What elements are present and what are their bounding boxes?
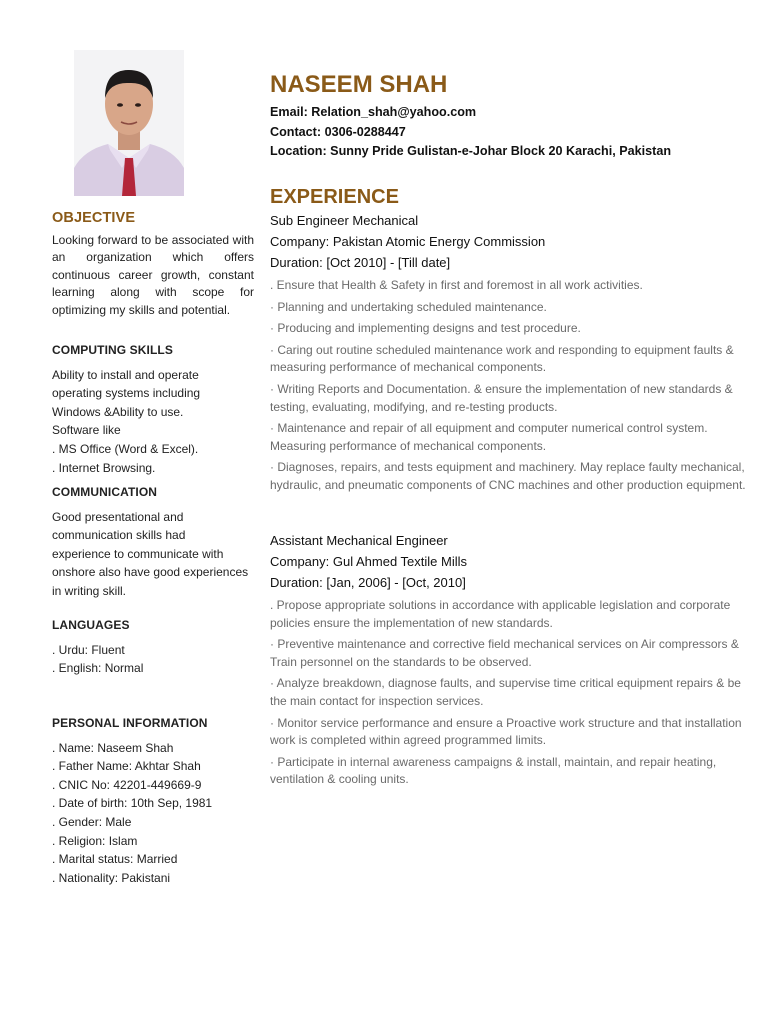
job-bullet: · Caring out routine scheduled maintenance work and responding to equipment faults & measuring performance of mechanical components. xyxy=(270,342,734,375)
location-label: Location: xyxy=(270,144,327,158)
communication-heading: COMMUNICATION xyxy=(52,485,158,499)
personal-section xyxy=(52,714,254,887)
portrait-image xyxy=(74,50,184,196)
email-label: Email: xyxy=(270,105,308,119)
location-value: Sunny Pride Gulistan-e-Johar Block 20 Karachi, Pakistan xyxy=(330,144,672,158)
objective-section xyxy=(52,210,254,319)
computing-line: operating systems including xyxy=(52,386,201,401)
email-value[interactable]: Relation_shah@yahoo.com xyxy=(311,105,477,119)
job-bullet: · Writing Reports and Documentation. & ensure the implementation of new standards & testing, evaluating, modifying, and re-testing products. xyxy=(270,381,733,414)
job-bullet: . Propose appropriate solutions in accordance with applicable legislation and corporate policies ensure the implementation of new standards. xyxy=(270,598,731,630)
communication-line: in writing skill. xyxy=(52,583,127,598)
job-title: Sub Engineer Mechanical xyxy=(270,213,419,228)
contact-value: 0306-0288447 xyxy=(324,124,406,139)
candidate-name: NASEEM SHAH xyxy=(270,71,448,98)
job-duration: Duration: [Oct 2010] - [Till date] xyxy=(270,255,451,270)
communication-line: communication skills had xyxy=(52,528,186,543)
communication-section xyxy=(52,483,254,601)
personal-line: . Nationality: Pakistani xyxy=(52,870,171,885)
objective-text: Looking forward to be associated with an organization which offers continuous career growth, constant learning along with scope for optimizing my skills and potential. xyxy=(52,233,254,317)
profile-photo xyxy=(74,50,184,196)
contact-row xyxy=(270,123,750,143)
job-title: Assistant Mechanical Engineer xyxy=(270,533,448,548)
computing-line: Software like xyxy=(52,423,121,438)
languages-section xyxy=(52,616,254,678)
computing-line: . MS Office (Word & Excel). xyxy=(52,441,199,456)
personal-line: . Gender: Male xyxy=(52,814,132,829)
job-entry xyxy=(270,530,750,789)
personal-line: . Father Name: Akhtar Shah xyxy=(52,759,201,774)
right-column xyxy=(270,70,750,787)
computing-section xyxy=(52,341,254,477)
job-bullet: · Monitor service performance and ensure a Proactive work structure and that installation work is completed within agreed programmed limits. xyxy=(270,715,742,748)
computing-line: Ability to install and operate xyxy=(52,367,199,382)
job-bullet: · Preventive maintenance and corrective field mechanical services on Air compressors & Train personnel on the standards to be observed. xyxy=(270,637,739,669)
job-bullet: · Participate in internal awareness campaigns & install, maintain, and repair heating, ventilation & cooling units. xyxy=(270,754,717,787)
computing-heading: COMPUTING SKILLS xyxy=(52,343,173,357)
personal-line: . Religion: Islam xyxy=(52,833,138,848)
email-row xyxy=(270,103,750,123)
experience-section xyxy=(270,184,750,787)
personal-line: . CNIC No: 42201-449669-9 xyxy=(52,777,202,792)
personal-line: . Date of birth: 10th Sep, 1981 xyxy=(52,796,213,811)
language-line: . English: Normal xyxy=(52,661,144,676)
contact-block xyxy=(270,103,750,162)
computing-line: . Internet Browsing. xyxy=(52,460,156,475)
job-bullet: · Analyze breakdown, diagnose faults, and supervise time critical equipment repairs & be the main contact for inspection services. xyxy=(270,676,741,708)
job-bullet: · Maintenance and repair of all equipment and computer numerical control system. Measuring performance of mechanical components. xyxy=(270,421,708,453)
contact-label: Contact: xyxy=(270,124,322,139)
job-company: Company: Pakistan Atomic Energy Commission xyxy=(270,234,546,249)
objective-heading: OBJECTIVE xyxy=(52,210,136,226)
job-bullet: · Diagnoses, repairs, and tests equipment and machinery. May replace faulty mechanical, hydraulic, and pneumatic components of CNC machines and other production equipment. xyxy=(270,460,746,492)
job-duration: Duration: [Jan, 2006] - [Oct, 2010] xyxy=(270,575,466,590)
communication-line: experience to communicate with xyxy=(52,546,224,561)
languages-heading: LANGUAGES xyxy=(52,618,130,632)
personal-line: . Marital status: Married xyxy=(52,852,178,867)
communication-line: Good presentational and xyxy=(52,509,184,524)
experience-heading: EXPERIENCE xyxy=(270,186,399,208)
language-line: . Urdu: Fluent xyxy=(52,642,125,657)
job-bullet: · Producing and implementing designs and test procedure. xyxy=(270,321,581,336)
communication-line: onshore also have good experiences xyxy=(52,565,249,580)
personal-line: . Name: Naseem Shah xyxy=(52,740,174,755)
job-entry xyxy=(270,210,750,495)
job-bullet: . Ensure that Health & Safety in first and foremost in all work activities. xyxy=(270,278,643,292)
job-company: Company: Gul Ahmed Textile Mills xyxy=(270,554,468,569)
location-row xyxy=(270,142,750,162)
personal-heading: PERSONAL INFORMATION xyxy=(52,716,208,730)
computing-line: Windows &Ability to use. xyxy=(52,404,184,419)
job-bullet: · Planning and undertaking scheduled maintenance. xyxy=(270,299,547,314)
